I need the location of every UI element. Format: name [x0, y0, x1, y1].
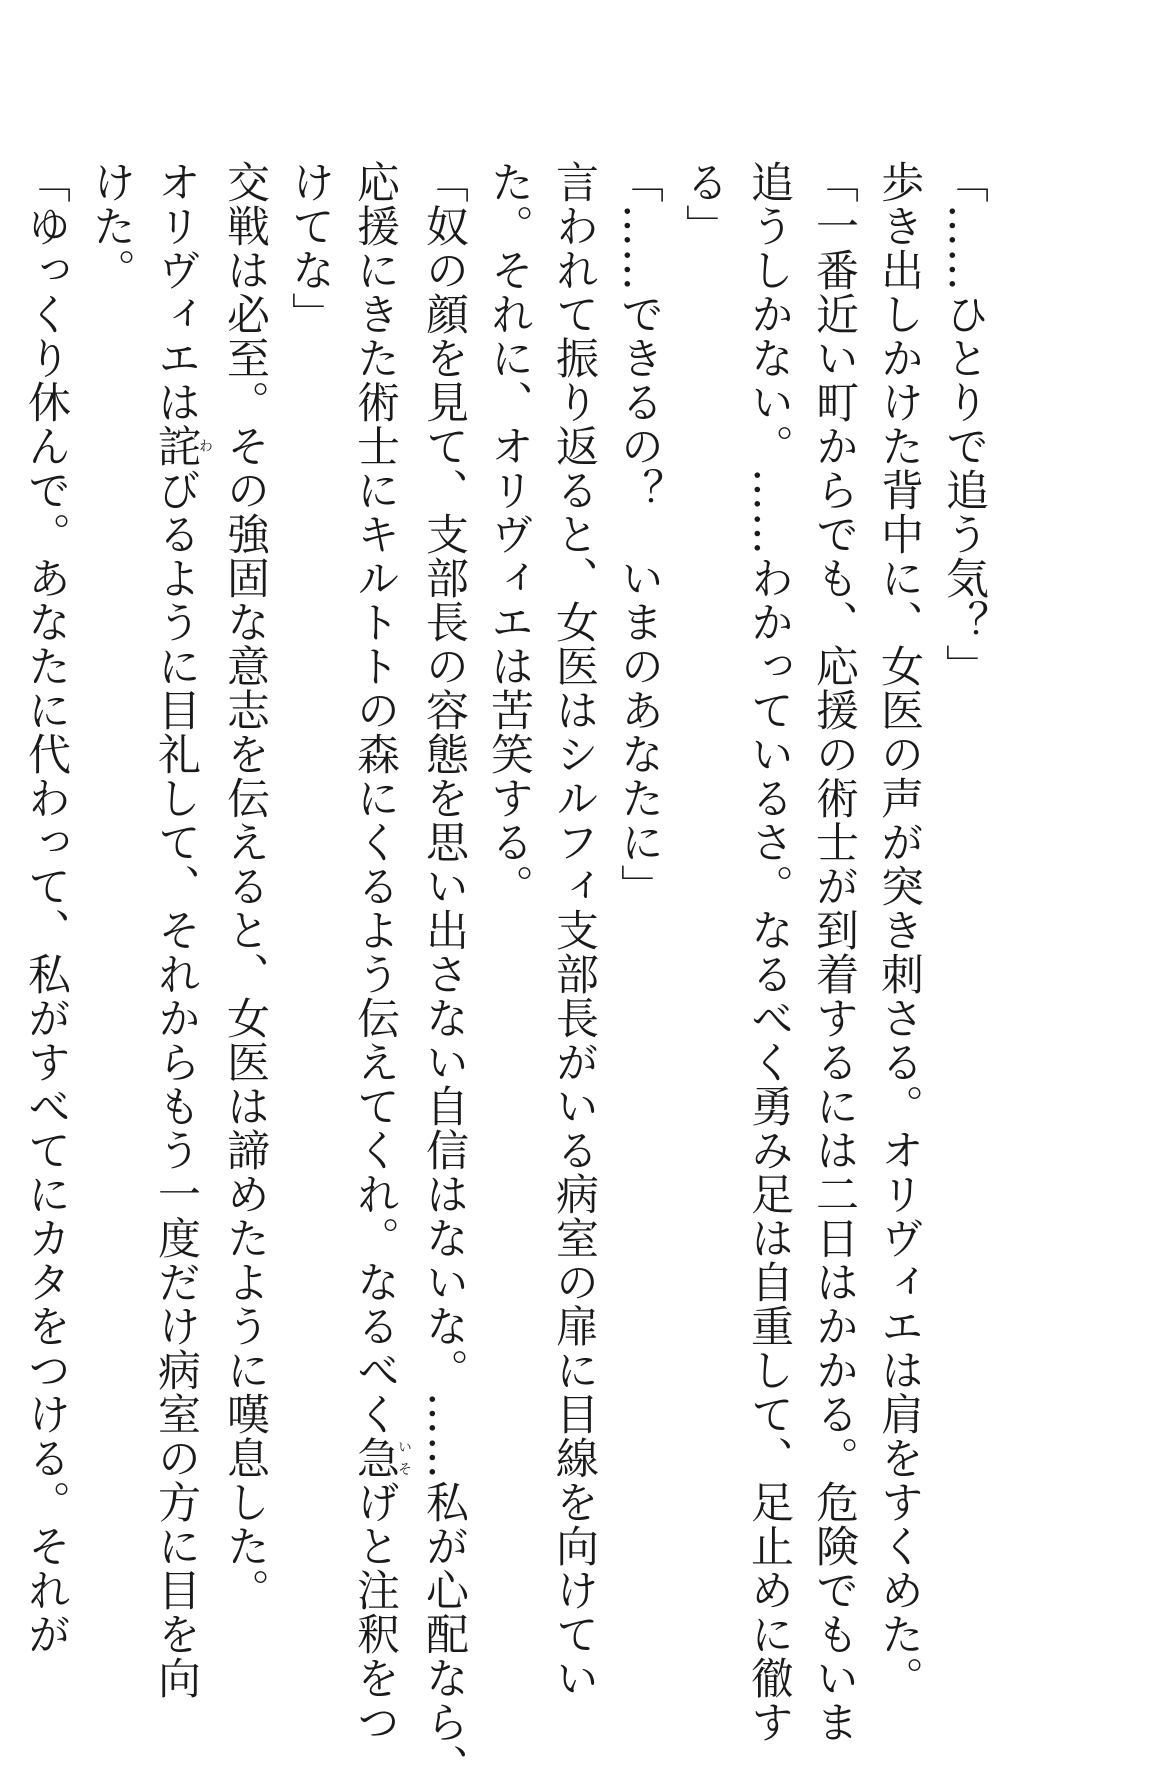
text-line-1: 「……ひとりで追う気？」	[939, 160, 989, 688]
text-line-13	[143, 160, 213, 1700]
text-line-10-start: 応援にきた術士にキルトトの森にくるよう伝えてくれ。なるべく	[350, 160, 400, 1436]
text-line-14: けた。	[86, 160, 136, 292]
text-line-8: た。それに、オリヴィエは苦笑する。	[484, 160, 534, 908]
ruby-isogu-reading: いそ	[396, 1436, 412, 1480]
text-line-10-end: げと注釈をつ	[350, 1480, 400, 1744]
text-line-6: 「……できるの？ いまのあなたに」	[614, 160, 664, 908]
text-line-12: 交戦は必至。その強固な意志を伝えると、女医は諦めたように嘆息した。	[220, 160, 270, 1612]
text-line-3: 「一番近い町からでも、応援の術士が到着するには二日はかかる。危険でもいま	[809, 160, 859, 1744]
text-line-10	[342, 160, 412, 1744]
text-line-15: 「ゆっくり休んで。あなたに代わって、私がすべてにカタをつける。それが	[21, 160, 71, 1656]
vertical-text-body	[13, 160, 996, 1788]
ruby-wabiru	[151, 424, 213, 468]
text-line-13-end: びるように目礼して、それからもう一度だけ病室の方に目を向	[151, 468, 201, 1700]
ruby-isogu-base: 急	[350, 1436, 400, 1480]
text-line-9: 「奴の顔を見て、支部長の容態を思い出さない自信はないな。……私が心配なら、	[419, 160, 469, 1788]
ruby-wabiru-reading: わ	[197, 424, 213, 468]
ruby-wabiru-base: 詫	[151, 424, 201, 468]
text-line-7: 言われて振り返ると、女医はシルフィ支部長がいる病室の扉に目線を向けてい	[549, 160, 599, 1700]
text-line-11: けてな」	[285, 160, 335, 336]
ruby-isogu	[350, 1436, 412, 1480]
text-line-4: 追うしかない。……わかっているさ。なるべく勇み足は自重して、足止めに徹す	[744, 160, 794, 1744]
text-line-13-start: オリヴィエは	[151, 160, 201, 424]
text-line-2: 歩き出しかけた背中に、女医の声が突き刺さる。オリヴィエは肩をすくめた。	[874, 160, 924, 1700]
text-line-5: る」	[679, 160, 729, 248]
